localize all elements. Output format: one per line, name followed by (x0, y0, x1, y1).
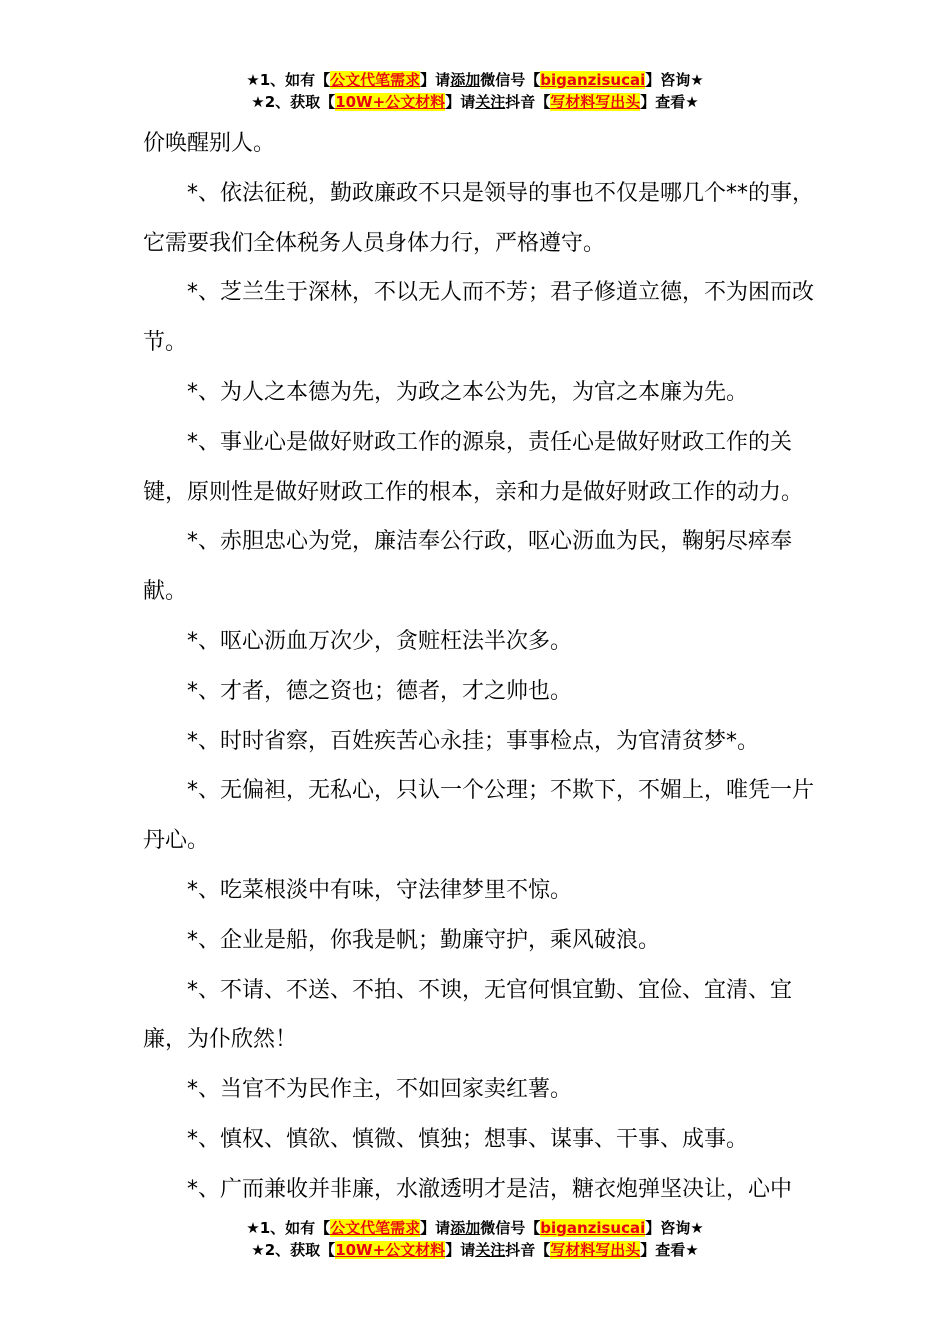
paragraph: *、无偏袒，无私心，只认一个公理；不欺下，不媚上，唯凭一片丹心。 (143, 778, 815, 854)
highlight-douyin: 写材料写出头 (550, 93, 641, 111)
paragraph: *、依法征税，勤政廉政不只是领导的事也不仅是哪几个**的事，它需要我们全体税务人员身体力行，严格遵守。 (143, 180, 815, 256)
paragraph: *、慎权、慎欲、慎微、慎独；想事、谋事、干事、成事。 (187, 1126, 749, 1152)
highlight-wechat-id: biganzisucai (540, 71, 646, 89)
paragraph: *、为人之本德为先，为政之本公为先，为官之本廉为先。 (187, 379, 749, 405)
banner-line-2: ★2、获取【10W+公文材料】请关注抖音【写材料写出头】查看★ (251, 93, 699, 111)
highlight-materials: 10W+公文材料 (335, 93, 446, 111)
paragraph: *、不请、不送、不拍、不谀，无官何惧宜勤、宜俭、宜清、宜廉，为仆欣然！ (143, 977, 793, 1053)
paragraph: *、企业是船，你我是帆；勤廉守护，乘风破浪。 (187, 927, 661, 953)
paragraph: *、赤胆忠心为党，廉洁奉公行政，呕心沥血为民，鞠躬尽瘁奉献。 (143, 529, 793, 605)
highlight-douyin: 写材料写出头 (550, 1241, 641, 1259)
paragraph: 价唤醒别人。 (143, 131, 276, 156)
banner-line-1: ★1、如有【公文代笔需求】请添加微信号【biganzisucai】咨询★ (246, 1219, 704, 1237)
paragraph: *、才者，德之资也；德者，才之帅也。 (187, 678, 573, 704)
highlight-service: 公文代笔需求 (330, 1219, 421, 1237)
paragraph: *、吃菜根淡中有味，守法律梦里不惊。 (187, 877, 573, 903)
paragraph: *、芝兰生于深林，不以无人而不芳；君子修道立德，不为困而改节。 (143, 280, 815, 356)
highlight-service: 公文代笔需求 (330, 71, 421, 89)
paragraph: *、广而兼收并非廉，水澈透明才是洁，糖衣炮弹坚决让，心中 (187, 1176, 793, 1202)
paragraph: *、呕心沥血万次少，贪赃枉法半次多。 (187, 628, 573, 654)
paragraph: *、事业心是做好财政工作的源泉，责任心是做好财政工作的关键，原则性是做好财政工作的根本，亲和力是做好财政工作的动力。 (143, 429, 804, 505)
paragraph: *、时时省察，百姓疾苦心永挂；事事检点，为官清贫梦*。 (187, 728, 760, 754)
document-body (143, 119, 833, 1215)
footer-banner (0, 1217, 950, 1261)
highlight-wechat-id: biganzisucai (540, 1219, 646, 1237)
banner-line-1: ★1、如有【公文代笔需求】请添加微信号【biganzisucai】咨询★ (246, 71, 704, 89)
header-banner (0, 69, 950, 113)
highlight-materials: 10W+公文材料 (335, 1241, 446, 1259)
paragraph: *、当官不为民作主，不如回家卖红薯。 (187, 1077, 573, 1103)
banner-line-2: ★2、获取【10W+公文材料】请关注抖音【写材料写出头】查看★ (251, 1241, 699, 1259)
